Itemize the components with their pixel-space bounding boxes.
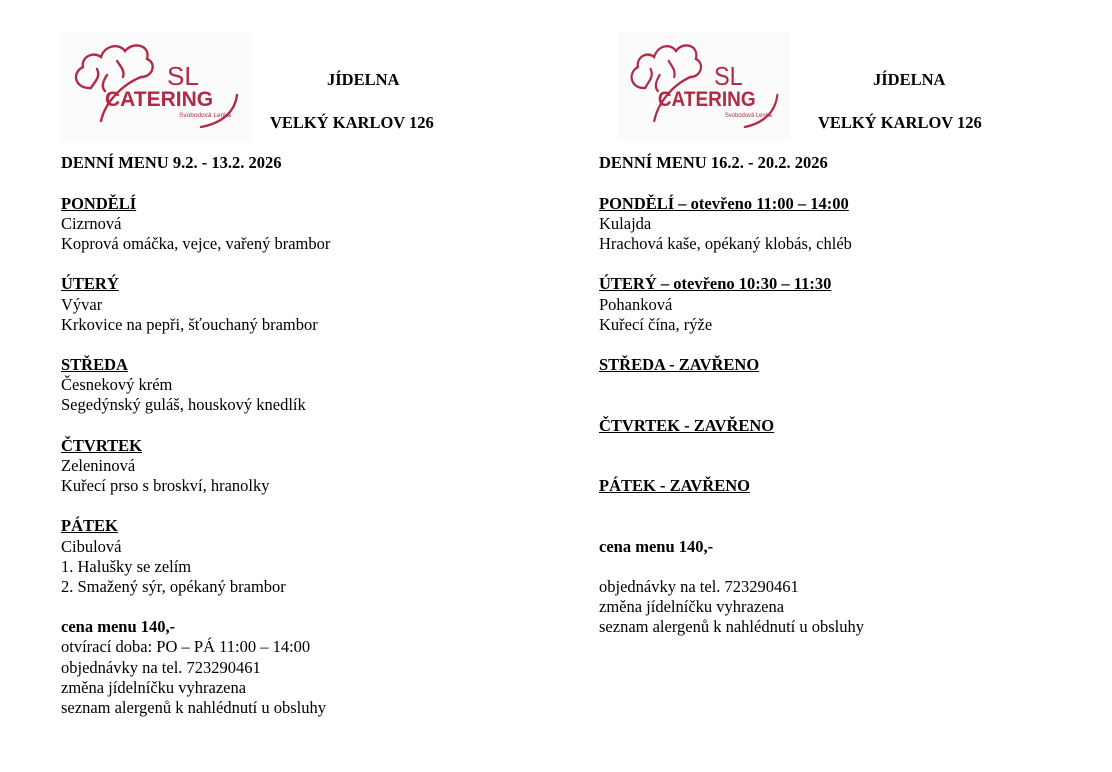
menu-change-note: změna jídelníčku vyhrazena [61,678,247,697]
svg-text:SL: SL [167,61,199,91]
soup-item: Kulajda [599,214,652,233]
day-tuesday: ÚTERÝ [61,274,119,293]
sl-catering-logo [61,33,251,141]
svg-text:Svobodová Lenka: Svobodová Lenka [179,112,232,119]
day-tuesday: ÚTERÝ – otevřeno 10:30 – 11:30 [599,274,832,293]
main-item: Koprová omáčka, vejce, vařený brambor [61,234,331,253]
canteen-address: VELKÝ KARLOV 126 [818,113,982,132]
canteen-title: JÍDELNA [327,70,400,89]
soup-item: Vývar [61,295,103,314]
soup-item: Česnekový krém [61,375,173,394]
svg-text:CATERING: CATERING [657,88,756,112]
svg-text:CATERING: CATERING [105,88,214,111]
main-item: Kuřecí prso s broskví, hranolky [61,476,270,495]
opening-hours: otvírací doba: PO – PÁ 11:00 – 14:00 [61,637,311,656]
chef-hat-logo-icon [61,33,251,141]
day-thursday: ČTVRTEK [61,436,143,455]
allergen-note: seznam alergenů k nahlédnutí u obsluhy [599,617,865,636]
menu-heading: DENNÍ MENU 9.2. - 13.2. 2026 [61,153,282,172]
day-thursday-closed: ČTVRTEK - ZAVŘENO [599,416,775,435]
day-friday-closed: PÁTEK - ZAVŘENO [599,476,750,495]
main-item: Hrachová kaše, opékaný klobás, chléb [599,234,852,253]
main-item: Krkovice na pepři, šťouchaný brambor [61,315,318,334]
soup-item: Cizrnová [61,214,122,233]
allergen-note: seznam alergenů k nahlédnutí u obsluhy [61,698,327,717]
menu-price: cena menu 140,- [599,537,714,556]
menu-heading: DENNÍ MENU 16.2. - 20.2. 2026 [599,153,828,172]
day-wednesday-closed: STŘEDA - ZAVŘENO [599,355,760,374]
main-item: 2. Smažený sýr, opékaný brambor [61,577,286,596]
day-wednesday: STŘEDA [61,355,128,374]
main-item: 1. Halušky se zelím [61,557,192,576]
svg-text:Svobodová Lenka: Svobodová Lenka [724,111,772,120]
menu-change-note: změna jídelníčku vyhrazena [599,597,785,616]
soup-item: Cibulová [61,537,122,556]
sl-catering-logo [618,33,790,141]
day-friday: PÁTEK [61,516,118,535]
day-monday: PONDĚLÍ [61,194,137,213]
chef-hat-logo-icon [618,33,790,141]
canteen-title: JÍDELNA [873,70,946,89]
day-monday: PONDĚLÍ – otevřeno 11:00 – 14:00 [599,194,849,213]
svg-text:SL: SL [713,62,743,92]
menu-price: cena menu 140,- [61,617,176,636]
soup-item: Pohanková [599,295,673,314]
order-phone: objednávky na tel. 723290461 [61,658,261,677]
main-item: Kuřecí čína, rýže [599,315,713,334]
order-phone: objednávky na tel. 723290461 [599,577,799,596]
main-item: Segedýnský guláš, houskový knedlík [61,395,306,414]
canteen-address: VELKÝ KARLOV 126 [270,113,434,132]
soup-item: Zeleninová [61,456,136,475]
